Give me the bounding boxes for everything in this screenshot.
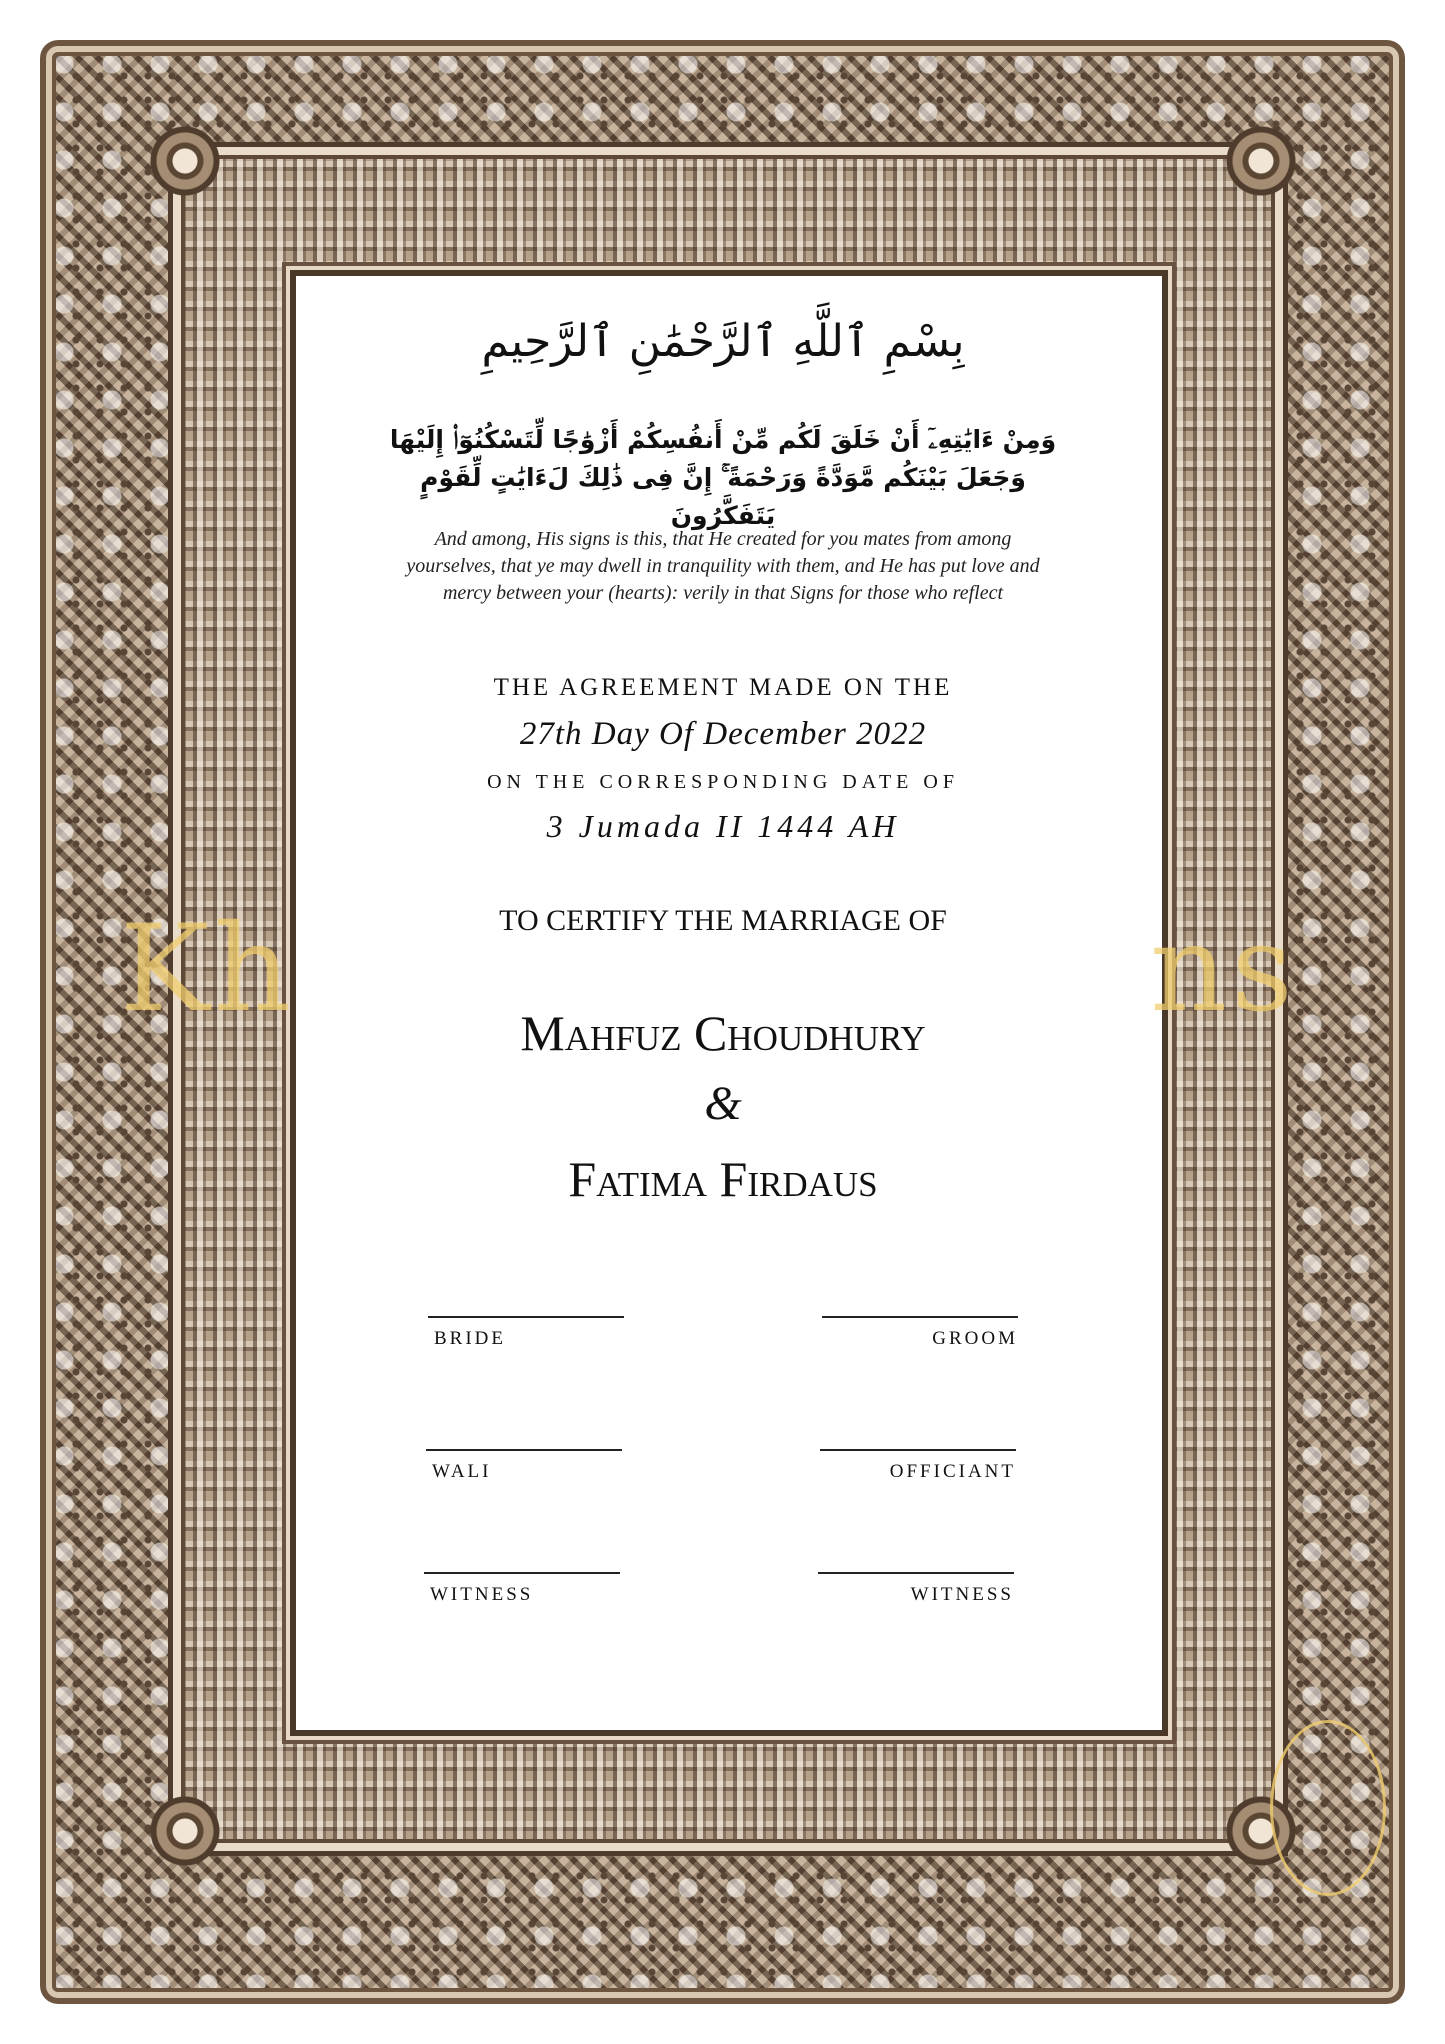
watermark-text-left: Kh (120, 900, 295, 1039)
bride-name: Fatima Firdaus (568, 1151, 878, 1207)
gregorian-date: 27th Day Of December 2022 (519, 716, 927, 752)
signature-line (818, 1572, 1014, 1574)
agreement-heading: THE AGREEMENT MADE ON THE (493, 674, 953, 701)
corner-ornament-bottom-left (150, 1796, 220, 1866)
signature-label-bride: BRIDE (434, 1328, 506, 1349)
watermark-seal (1270, 1720, 1386, 1896)
basmala-calligraphy: بِسْمِ ٱللَّهِ ٱلرَّحْمَٰنِ ٱلرَّحِيمِ (481, 316, 965, 367)
verse-arabic: وَمِنْ ءَايَٰتِهِۦٓ أَنْ خَلَقَ لَكُم مِّنْ أَنفُسِكُمْ أَزْوَٰجًا لِّتَسْكُنُوٓا۟ إِلَيْهَا وَجَعَلَ بَيْنَكُم مَّوَدَّةً وَرَحْمَةً ۚ إِنَّ فِى ذَٰلِكَ لَءَايَٰتٍ لِّقَوْمٍ يَتَفَكَّرُونَ (389, 425, 1057, 530)
certify-heading: TO CERTIFY THE MARRIAGE OF (499, 904, 947, 937)
signature-bride (428, 1316, 624, 1350)
signature-line (822, 1316, 1018, 1318)
signature-label-officiant: OFFICIANT (889, 1461, 1016, 1482)
signature-label-witness-right: WITNESS (910, 1584, 1014, 1605)
signature-line (820, 1449, 1016, 1451)
corner-ornament-top-left (150, 126, 220, 196)
signature-label-wali: WALI (432, 1461, 492, 1482)
groom-name: Mahfuz Choudhury (520, 1005, 926, 1061)
signature-witness-left (424, 1572, 620, 1606)
ampersand: & (704, 1077, 742, 1130)
signature-label-witness-left: WITNESS (430, 1584, 534, 1605)
signature-line (428, 1316, 624, 1318)
signature-line (426, 1449, 622, 1451)
watermark-text-right: ns (1150, 900, 1297, 1039)
verse-translation: And among, His signs is this, that He created for you mates from among yourselves, that ye may dwell in tranquility with them, and He has put love and mercy between your (hearts): verily in that Signs for those who reflect (406, 528, 1040, 604)
signature-witness-right (818, 1572, 1014, 1606)
signature-wali (426, 1449, 622, 1483)
signature-label-groom: GROOM (932, 1328, 1018, 1349)
hijri-date: 3 Jumada II 1444 AH (546, 808, 900, 844)
signature-line (424, 1572, 620, 1574)
corresponding-date-heading: ON THE CORRESPONDING DATE OF (487, 771, 959, 793)
corner-ornament-top-right (1226, 126, 1296, 196)
signature-groom (822, 1316, 1018, 1350)
certificate-content (296, 276, 1150, 1718)
signature-officiant (820, 1449, 1016, 1483)
